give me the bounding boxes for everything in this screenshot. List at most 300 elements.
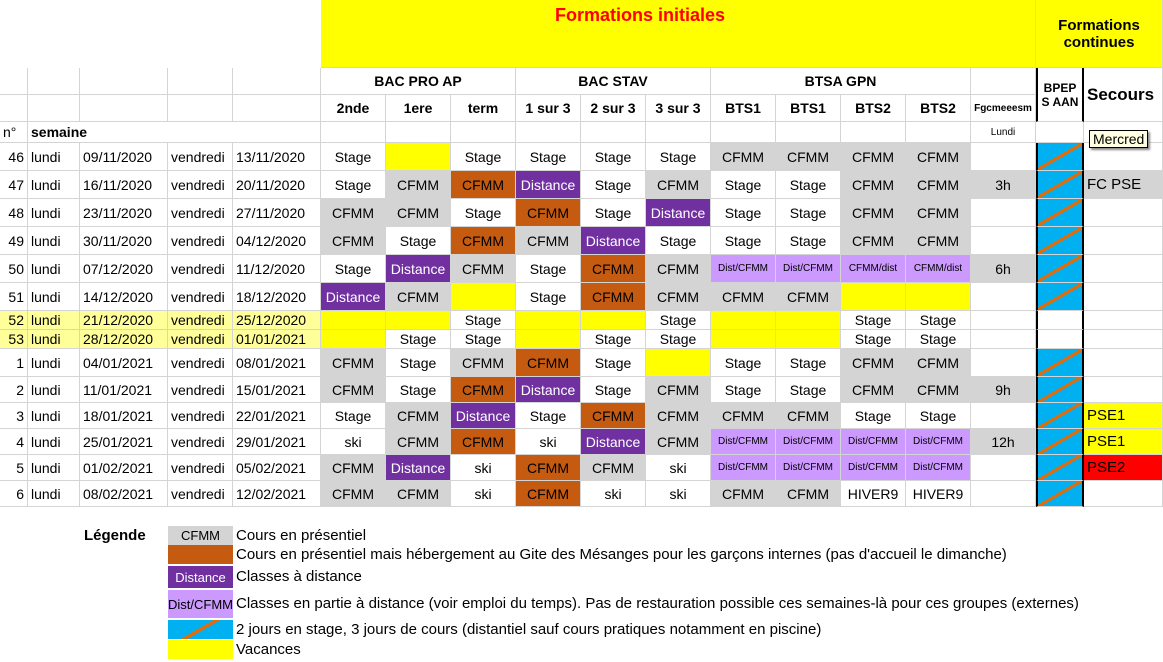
- schedule-cell[interactable]: CFMM: [906, 227, 971, 255]
- date-start[interactable]: 25/01/2021: [80, 429, 168, 455]
- schedule-cell[interactable]: ski: [321, 429, 386, 455]
- schedule-cell[interactable]: Distance: [386, 255, 451, 283]
- schedule-cell[interactable]: Stage: [516, 255, 581, 283]
- schedule-cell[interactable]: CFMM: [386, 171, 451, 199]
- schedule-cell[interactable]: CFMM: [321, 377, 386, 403]
- schedule-cell[interactable]: Stage: [581, 199, 646, 227]
- schedule-cell[interactable]: CFMM: [646, 403, 711, 429]
- schedule-cell[interactable]: [321, 311, 386, 330]
- schedule-cell[interactable]: Stage: [581, 330, 646, 349]
- schedule-cell[interactable]: HIVER9: [841, 481, 906, 507]
- secours-cell[interactable]: PSE2: [1084, 455, 1163, 481]
- sub-empty-cell[interactable]: [386, 122, 451, 143]
- schedule-cell[interactable]: Stage: [646, 143, 711, 171]
- day-end[interactable]: vendredi: [168, 143, 233, 171]
- legend-swatch: [168, 620, 233, 639]
- extra-hours-cell[interactable]: [971, 283, 1036, 311]
- schedule-cell[interactable]: [516, 311, 581, 330]
- schedule-cell[interactable]: CFMM: [516, 455, 581, 481]
- schedule-cell[interactable]: Dist/CFMM: [906, 429, 971, 455]
- schedule-cell[interactable]: Stage: [516, 143, 581, 171]
- sub-empty-cell[interactable]: [646, 122, 711, 143]
- week-number[interactable]: 49: [0, 227, 28, 255]
- schedule-cell[interactable]: CFMM: [516, 349, 581, 377]
- day-start[interactable]: lundi: [28, 255, 80, 283]
- schedule-cell[interactable]: ski: [451, 455, 516, 481]
- day-start[interactable]: lundi: [28, 377, 80, 403]
- day-end[interactable]: vendredi: [168, 171, 233, 199]
- secours-cell[interactable]: FC PSE: [1084, 171, 1163, 199]
- extra-hours-cell[interactable]: [971, 143, 1036, 171]
- schedule-cell[interactable]: CFMM: [841, 143, 906, 171]
- schedule-cell[interactable]: CFMM: [841, 349, 906, 377]
- sub-empty-cell[interactable]: [841, 122, 906, 143]
- secours-cell[interactable]: [1084, 330, 1163, 349]
- schedule-cell[interactable]: Stage: [321, 143, 386, 171]
- schedule-cell[interactable]: Stage: [841, 403, 906, 429]
- day-end[interactable]: vendredi: [168, 227, 233, 255]
- schedule-cell[interactable]: Distance: [451, 403, 516, 429]
- date-start[interactable]: 21/12/2020: [80, 311, 168, 330]
- schedule-cell[interactable]: Dist/CFMM: [841, 429, 906, 455]
- schedule-cell[interactable]: Stage: [386, 377, 451, 403]
- semaine-label[interactable]: semaine: [28, 122, 321, 143]
- day-start[interactable]: lundi: [28, 455, 80, 481]
- group-bac-pro-ap[interactable]: BAC PRO AP: [321, 68, 516, 95]
- schedule-cell[interactable]: CFMM: [776, 403, 841, 429]
- week-number[interactable]: 2: [0, 377, 28, 403]
- schedule-cell[interactable]: Stage: [776, 171, 841, 199]
- extra-hours-cell[interactable]: [971, 455, 1036, 481]
- header-empty-cell[interactable]: [233, 95, 321, 122]
- extra-col-header-top[interactable]: [971, 68, 1036, 95]
- schedule-cell[interactable]: Stage: [581, 377, 646, 403]
- schedule-cell[interactable]: ski: [646, 455, 711, 481]
- bpep-cell[interactable]: [1036, 330, 1084, 349]
- extra-hours-cell[interactable]: 3h: [971, 171, 1036, 199]
- schedule-cell[interactable]: CFMM: [386, 283, 451, 311]
- schedule-cell[interactable]: [711, 311, 776, 330]
- schedule-cell[interactable]: [841, 283, 906, 311]
- extra-hours-cell[interactable]: [971, 349, 1036, 377]
- schedule-cell[interactable]: CFMM: [646, 171, 711, 199]
- schedule-cell[interactable]: [711, 330, 776, 349]
- header-empty-cell[interactable]: [28, 68, 80, 95]
- schedule-cell[interactable]: Stage: [321, 403, 386, 429]
- schedule-cell[interactable]: CFMM: [646, 429, 711, 455]
- day-end[interactable]: vendredi: [168, 255, 233, 283]
- class-header-3[interactable]: 1 sur 3: [516, 95, 581, 122]
- schedule-cell[interactable]: Dist/CFMM: [711, 429, 776, 455]
- secours-cell[interactable]: [1084, 481, 1163, 507]
- day-end[interactable]: vendredi: [168, 377, 233, 403]
- day-start[interactable]: lundi: [28, 199, 80, 227]
- date-start[interactable]: 04/01/2021: [80, 349, 168, 377]
- schedule-cell[interactable]: Stage: [386, 349, 451, 377]
- day-end[interactable]: vendredi: [168, 330, 233, 349]
- date-start[interactable]: 01/02/2021: [80, 455, 168, 481]
- schedule-cell[interactable]: CFMM: [646, 255, 711, 283]
- schedule-cell[interactable]: CFMM: [581, 255, 646, 283]
- schedule-cell[interactable]: Dist/CFMM: [776, 455, 841, 481]
- schedule-cell[interactable]: [321, 330, 386, 349]
- schedule-cell[interactable]: CFMM: [451, 429, 516, 455]
- schedule-cell[interactable]: CFMM: [906, 171, 971, 199]
- schedule-cell[interactable]: CFMM: [321, 349, 386, 377]
- schedule-cell[interactable]: CFMM: [711, 283, 776, 311]
- schedule-cell[interactable]: Distance: [581, 429, 646, 455]
- schedule-cell[interactable]: Stage: [321, 171, 386, 199]
- week-number[interactable]: 52: [0, 311, 28, 330]
- date-end[interactable]: 18/12/2020: [233, 283, 321, 311]
- day-end[interactable]: vendredi: [168, 349, 233, 377]
- secours-cell[interactable]: [1084, 377, 1163, 403]
- schedule-cell[interactable]: ski: [516, 429, 581, 455]
- date-start[interactable]: 14/12/2020: [80, 283, 168, 311]
- schedule-cell[interactable]: CFMM: [776, 481, 841, 507]
- schedule-cell[interactable]: CFMM: [906, 349, 971, 377]
- schedule-cell[interactable]: CFMM: [906, 143, 971, 171]
- schedule-cell[interactable]: Stage: [841, 330, 906, 349]
- schedule-cell[interactable]: [386, 143, 451, 171]
- schedule-cell[interactable]: Distance: [386, 455, 451, 481]
- date-start[interactable]: 11/01/2021: [80, 377, 168, 403]
- schedule-cell[interactable]: CFMM: [646, 377, 711, 403]
- extra-col-header[interactable]: Fgcmeeesm: [971, 95, 1036, 122]
- schedule-cell[interactable]: CFMM: [711, 143, 776, 171]
- schedule-cell[interactable]: CFMM: [451, 377, 516, 403]
- secours-cell[interactable]: [1084, 227, 1163, 255]
- schedule-cell[interactable]: CFMM/dist: [841, 255, 906, 283]
- num-label[interactable]: n°: [0, 122, 28, 143]
- class-header-2[interactable]: term: [451, 95, 516, 122]
- extra-hours-cell[interactable]: 9h: [971, 377, 1036, 403]
- week-number[interactable]: 53: [0, 330, 28, 349]
- schedule-cell[interactable]: [646, 349, 711, 377]
- day-start[interactable]: lundi: [28, 227, 80, 255]
- class-header-0[interactable]: 2nde: [321, 95, 386, 122]
- legend-text: Classes à distance: [236, 568, 362, 585]
- legend-swatch: CFMM: [168, 526, 233, 545]
- schedule-cell[interactable]: Stage: [386, 330, 451, 349]
- schedule-cell[interactable]: Distance: [581, 227, 646, 255]
- schedule-cell[interactable]: CFMM: [581, 403, 646, 429]
- date-start[interactable]: 16/11/2020: [80, 171, 168, 199]
- bpep-cell[interactable]: [1036, 377, 1084, 403]
- schedule-cell[interactable]: CFMM: [841, 377, 906, 403]
- schedule-cell[interactable]: Dist/CFMM: [906, 455, 971, 481]
- bpep-header[interactable]: BPEP S AAN: [1036, 68, 1084, 122]
- schedule-cell[interactable]: Stage: [386, 227, 451, 255]
- schedule-cell[interactable]: CFMM: [451, 349, 516, 377]
- schedule-cell[interactable]: Dist/CFMM: [711, 255, 776, 283]
- date-start[interactable]: 23/11/2020: [80, 199, 168, 227]
- schedule-cell[interactable]: Stage: [711, 377, 776, 403]
- date-end[interactable]: 12/02/2021: [233, 481, 321, 507]
- date-end[interactable]: 08/01/2021: [233, 349, 321, 377]
- day-end[interactable]: vendredi: [168, 283, 233, 311]
- sub-empty-cell[interactable]: [581, 122, 646, 143]
- date-end[interactable]: 05/02/2021: [233, 455, 321, 481]
- schedule-cell[interactable]: CFMM: [581, 455, 646, 481]
- day-end[interactable]: vendredi: [168, 481, 233, 507]
- class-header-6[interactable]: BTS1: [711, 95, 776, 122]
- schedule-cell[interactable]: CFMM: [581, 283, 646, 311]
- week-number[interactable]: 5: [0, 455, 28, 481]
- bpep-cell[interactable]: [1036, 311, 1084, 330]
- sub-empty-cell[interactable]: [711, 122, 776, 143]
- class-header-5[interactable]: 3 sur 3: [646, 95, 711, 122]
- week-number[interactable]: 47: [0, 171, 28, 199]
- schedule-cell[interactable]: Dist/CFMM: [776, 255, 841, 283]
- bpep-cell[interactable]: [1036, 283, 1084, 311]
- bpep-cell[interactable]: [1036, 143, 1084, 171]
- secours-cell[interactable]: PSE1: [1084, 403, 1163, 429]
- schedule-cell[interactable]: [581, 311, 646, 330]
- day-start[interactable]: lundi: [28, 283, 80, 311]
- bpep-cell[interactable]: [1036, 255, 1084, 283]
- class-header-1[interactable]: 1ere: [386, 95, 451, 122]
- schedule-cell[interactable]: CFMM: [321, 227, 386, 255]
- week-number[interactable]: 50: [0, 255, 28, 283]
- schedule-cell[interactable]: CFMM: [321, 199, 386, 227]
- schedule-cell[interactable]: Stage: [581, 143, 646, 171]
- header-empty-cell[interactable]: [0, 95, 28, 122]
- schedule-cell[interactable]: Stage: [906, 330, 971, 349]
- schedule-cell[interactable]: HIVER9: [906, 481, 971, 507]
- sub-empty-cell[interactable]: [776, 122, 841, 143]
- schedule-cell[interactable]: Stage: [451, 330, 516, 349]
- secours-cell[interactable]: [1084, 349, 1163, 377]
- date-start[interactable]: 08/02/2021: [80, 481, 168, 507]
- secours-cell[interactable]: PSE1: [1084, 429, 1163, 455]
- schedule-cell[interactable]: CFMM: [711, 481, 776, 507]
- schedule-cell[interactable]: CFMM: [451, 227, 516, 255]
- extra-hours-cell[interactable]: 12h: [971, 429, 1036, 455]
- bpep-cell[interactable]: [1036, 227, 1084, 255]
- class-header-9[interactable]: BTS2: [906, 95, 971, 122]
- schedule-cell[interactable]: CFMM: [776, 143, 841, 171]
- week-number[interactable]: 1: [0, 349, 28, 377]
- header-empty-cell[interactable]: [80, 68, 168, 95]
- schedule-cell[interactable]: Dist/CFMM: [776, 429, 841, 455]
- bpep-sub[interactable]: [1036, 122, 1084, 143]
- secours-cell[interactable]: [1084, 199, 1163, 227]
- day-start[interactable]: lundi: [28, 171, 80, 199]
- date-end[interactable]: 27/11/2020: [233, 199, 321, 227]
- legend-swatch: Distance: [168, 566, 233, 588]
- header-empty-cell[interactable]: [168, 68, 233, 95]
- sub-empty-cell[interactable]: [451, 122, 516, 143]
- week-number[interactable]: 48: [0, 199, 28, 227]
- schedule-cell[interactable]: [516, 330, 581, 349]
- class-header-4[interactable]: 2 sur 3: [581, 95, 646, 122]
- schedule-cell[interactable]: [451, 283, 516, 311]
- day-end[interactable]: vendredi: [168, 429, 233, 455]
- secours-cell[interactable]: [1084, 255, 1163, 283]
- header-empty-cell[interactable]: [233, 68, 321, 95]
- schedule-cell[interactable]: Distance: [516, 171, 581, 199]
- extra-hours-cell[interactable]: 6h: [971, 255, 1036, 283]
- date-end[interactable]: 15/01/2021: [233, 377, 321, 403]
- schedule-cell[interactable]: Stage: [776, 377, 841, 403]
- bpep-cell[interactable]: [1036, 403, 1084, 429]
- schedule-cell[interactable]: Stage: [321, 255, 386, 283]
- date-end[interactable]: 20/11/2020: [233, 171, 321, 199]
- date-end[interactable]: 11/12/2020: [233, 255, 321, 283]
- schedule-cell[interactable]: CFMM: [646, 283, 711, 311]
- schedule-cell[interactable]: [386, 311, 451, 330]
- schedule-cell[interactable]: CFMM: [841, 199, 906, 227]
- schedule-cell[interactable]: Dist/CFMM: [841, 455, 906, 481]
- sub-empty-cell[interactable]: [321, 122, 386, 143]
- day-end[interactable]: vendredi: [168, 311, 233, 330]
- header-empty-cell[interactable]: [28, 95, 80, 122]
- schedule-cell[interactable]: [776, 311, 841, 330]
- schedule-cell[interactable]: CFMM: [451, 255, 516, 283]
- schedule-cell[interactable]: CFMM: [451, 171, 516, 199]
- schedule-cell[interactable]: CFMM: [841, 171, 906, 199]
- group-bac-stav[interactable]: BAC STAV: [516, 68, 711, 95]
- date-end[interactable]: 04/12/2020: [233, 227, 321, 255]
- schedule-cell[interactable]: Distance: [516, 377, 581, 403]
- day-start[interactable]: lundi: [28, 143, 80, 171]
- day-end[interactable]: vendredi: [168, 199, 233, 227]
- date-end[interactable]: 29/01/2021: [233, 429, 321, 455]
- schedule-cell[interactable]: Stage: [646, 227, 711, 255]
- week-number[interactable]: 4: [0, 429, 28, 455]
- extra-hours-cell[interactable]: [971, 330, 1036, 349]
- schedule-cell[interactable]: Distance: [321, 283, 386, 311]
- schedule-cell[interactable]: CFMM: [841, 227, 906, 255]
- schedule-cell[interactable]: CFMM: [776, 283, 841, 311]
- schedule-cell[interactable]: Stage: [841, 311, 906, 330]
- day-start[interactable]: lundi: [28, 429, 80, 455]
- schedule-cell[interactable]: CFMM: [386, 429, 451, 455]
- schedule-cell[interactable]: CFMM: [906, 199, 971, 227]
- formations-continues-header[interactable]: [1036, 0, 1163, 68]
- date-start[interactable]: 09/11/2020: [80, 143, 168, 171]
- schedule-cell[interactable]: CFMM: [711, 403, 776, 429]
- schedule-cell[interactable]: Stage: [451, 199, 516, 227]
- day-end[interactable]: vendredi: [168, 455, 233, 481]
- secours-cell[interactable]: [1084, 311, 1163, 330]
- date-start[interactable]: 30/11/2020: [80, 227, 168, 255]
- date-end[interactable]: 25/12/2020: [233, 311, 321, 330]
- day-start[interactable]: lundi: [28, 481, 80, 507]
- date-end[interactable]: 01/01/2021: [233, 330, 321, 349]
- extra-hours-cell[interactable]: [971, 227, 1036, 255]
- date-end[interactable]: 13/11/2020: [233, 143, 321, 171]
- schedule-cell[interactable]: Stage: [776, 349, 841, 377]
- bpep-cell[interactable]: [1036, 199, 1084, 227]
- date-start[interactable]: 07/12/2020: [80, 255, 168, 283]
- schedule-cell[interactable]: ski: [451, 481, 516, 507]
- schedule-cell[interactable]: CFMM: [516, 227, 581, 255]
- schedule-cell[interactable]: CFMM: [386, 481, 451, 507]
- extra-hours-cell[interactable]: [971, 311, 1036, 330]
- schedule-cell[interactable]: Stage: [451, 311, 516, 330]
- schedule-cell[interactable]: Stage: [581, 171, 646, 199]
- comment-popup-text: Mercred: [1093, 131, 1145, 147]
- schedule-cell[interactable]: Stage: [581, 349, 646, 377]
- day-start[interactable]: lundi: [28, 403, 80, 429]
- schedule-cell[interactable]: CFMM: [906, 377, 971, 403]
- sub-empty-cell[interactable]: [516, 122, 581, 143]
- header-empty-cell[interactable]: [80, 95, 168, 122]
- week-number[interactable]: 51: [0, 283, 28, 311]
- day-start[interactable]: lundi: [28, 311, 80, 330]
- schedule-cell[interactable]: [776, 330, 841, 349]
- bpep-cell[interactable]: [1036, 349, 1084, 377]
- schedule-cell[interactable]: Distance: [646, 199, 711, 227]
- schedule-cell[interactable]: Stage: [646, 330, 711, 349]
- schedule-cell[interactable]: CFMM/dist: [906, 255, 971, 283]
- extra-hours-cell[interactable]: [971, 403, 1036, 429]
- day-end[interactable]: vendredi: [168, 403, 233, 429]
- extra-col-sub[interactable]: Lundi: [971, 122, 1036, 143]
- schedule-cell[interactable]: Stage: [776, 227, 841, 255]
- schedule-cell[interactable]: CFMM: [321, 481, 386, 507]
- schedule-cell[interactable]: Stage: [646, 311, 711, 330]
- group-btsa-gpn[interactable]: BTSA GPN: [711, 68, 971, 95]
- schedule-cell[interactable]: CFMM: [321, 455, 386, 481]
- schedule-cell[interactable]: Stage: [711, 349, 776, 377]
- week-number[interactable]: 6: [0, 481, 28, 507]
- schedule-cell[interactable]: Stage: [906, 403, 971, 429]
- schedule-cell[interactable]: Stage: [776, 199, 841, 227]
- date-end[interactable]: 22/01/2021: [233, 403, 321, 429]
- class-header-7[interactable]: BTS1: [776, 95, 841, 122]
- header-empty-cell[interactable]: [168, 95, 233, 122]
- schedule-cell[interactable]: Stage: [711, 227, 776, 255]
- sub-empty-cell[interactable]: [906, 122, 971, 143]
- day-start[interactable]: lundi: [28, 349, 80, 377]
- schedule-cell[interactable]: ski: [581, 481, 646, 507]
- schedule-cell[interactable]: CFMM: [516, 199, 581, 227]
- header-empty-cell[interactable]: [0, 68, 28, 95]
- date-start[interactable]: 28/12/2020: [80, 330, 168, 349]
- bpep-cell[interactable]: [1036, 455, 1084, 481]
- schedule-cell[interactable]: CFMM: [386, 403, 451, 429]
- formations-continues-label: Formations continues: [1058, 16, 1140, 51]
- schedule-cell[interactable]: Stage: [711, 171, 776, 199]
- schedule-cell[interactable]: ski: [646, 481, 711, 507]
- class-header-8[interactable]: BTS2: [841, 95, 906, 122]
- schedule-cell[interactable]: Stage: [906, 311, 971, 330]
- schedule-cell[interactable]: Dist/CFMM: [711, 455, 776, 481]
- week-number[interactable]: 3: [0, 403, 28, 429]
- date-start[interactable]: 18/01/2021: [80, 403, 168, 429]
- bpep-cell[interactable]: [1036, 481, 1084, 507]
- schedule-cell[interactable]: Stage: [516, 403, 581, 429]
- secours-header[interactable]: Secours: [1084, 68, 1163, 122]
- comment-popup[interactable]: [1089, 130, 1148, 148]
- secours-cell[interactable]: [1084, 283, 1163, 311]
- schedule-cell[interactable]: CFMM: [386, 199, 451, 227]
- schedule-cell[interactable]: [906, 283, 971, 311]
- bpep-cell[interactable]: [1036, 171, 1084, 199]
- bpep-cell[interactable]: [1036, 429, 1084, 455]
- schedule-cell[interactable]: Stage: [516, 283, 581, 311]
- extra-hours-cell[interactable]: [971, 481, 1036, 507]
- day-start[interactable]: lundi: [28, 330, 80, 349]
- week-number[interactable]: 46: [0, 143, 28, 171]
- schedule-cell[interactable]: Stage: [451, 143, 516, 171]
- schedule-cell[interactable]: Stage: [711, 199, 776, 227]
- extra-hours-cell[interactable]: [971, 199, 1036, 227]
- schedule-cell[interactable]: CFMM: [516, 481, 581, 507]
